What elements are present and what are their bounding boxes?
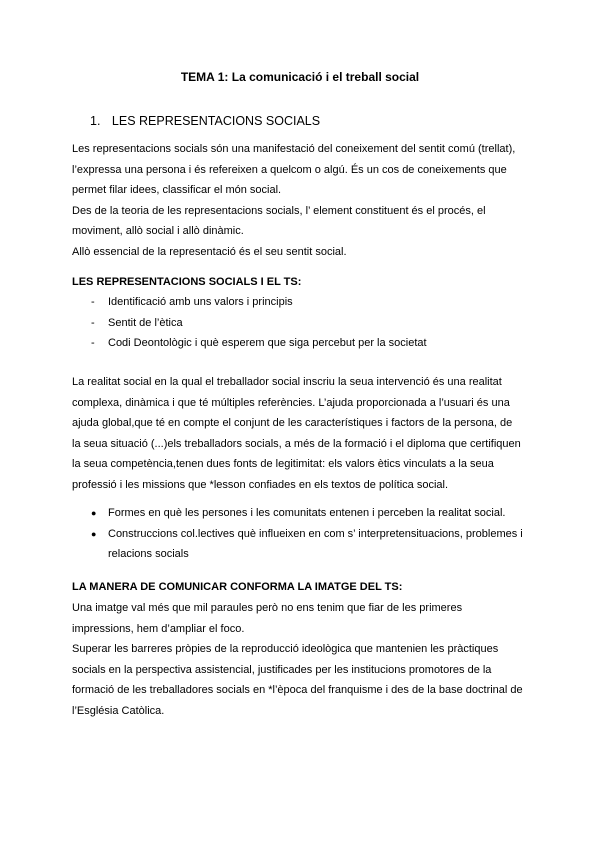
paragraph-intro	[72, 139, 542, 262]
paragraph-reality	[72, 372, 542, 495]
list-item	[91, 524, 523, 545]
paragraph-line: Les representacions socials són una manifestació del coneixement del sentit comú (trellat),	[72, 143, 516, 155]
section-heading-text: LES REPRESENTACIONS SOCIALS	[111, 114, 321, 128]
paragraph-line: la seua situació (...)els treballadors socials, a més de la formació i el diploma que certifiquen	[72, 437, 521, 450]
paragraph-line: la seua competència,tenen dues fonts de legitimitat: els valors ètics vinculats a la seua	[72, 458, 494, 470]
paragraph-line: La realitat social en la qual el treballador social inscriu la seua intervenció és una realitat	[72, 376, 502, 388]
dash-mark: -	[91, 296, 95, 308]
paragraph-line: formació de les treballadores socials en *l’època del franquisme i des de la base doctrinal de	[72, 684, 523, 696]
list-item-text: Identificació amb uns valors i principis	[108, 296, 293, 308]
paragraph-line: ajuda global,que té en compte el conjunt de les característiques i factors de la persona, de	[72, 417, 513, 429]
list-item	[91, 313, 427, 334]
list-item-text: Sentit de l’ètica	[108, 316, 183, 329]
list-item-continuation	[108, 544, 523, 565]
subheading-communication: LA MANERA DE COMUNICAR CONFORMA LA IMATGE DEL TS:	[72, 581, 403, 593]
list-item-text: Formes en què les persones i les comunitats entenen i perceben la realitat social.	[108, 507, 506, 519]
bullet-mark: ●	[91, 508, 97, 518]
paragraph-line: impressions, hem d’ampliar el foco.	[72, 622, 245, 635]
list-item	[91, 333, 427, 354]
paragraph-line: Des de la teoria de les representacions socials, l’ element constituent és el procés, el	[72, 204, 486, 217]
paragraph-line: l’Església Catòlica.	[72, 704, 165, 717]
dash-mark: -	[91, 337, 95, 349]
subheading-ts: LES REPRESENTACIONS SOCIALS I EL TS:	[72, 276, 302, 288]
page-title: TEMA 1: La comunicació i el treball social	[180, 70, 420, 84]
list-item-text: Codi Deontològic i què esperem que siga percebut per la societat	[108, 337, 427, 349]
dash-list	[91, 292, 427, 354]
paragraph-line: moviment, allò social i allò dinàmic.	[72, 225, 244, 237]
paragraph-line: professió i les missions que *lesson confiades en els textos de política social.	[72, 478, 449, 491]
paragraph-line: permet filar idees, classificar el món social.	[72, 184, 282, 196]
bullet-mark: ●	[91, 528, 97, 539]
paragraph-line: Superar les barreres pròpies de la reproducció ideològica que mantenien les pràctiques	[72, 643, 499, 655]
list-item	[91, 292, 427, 313]
paragraph-line: socials en la perspectiva assistencial, justificades per les institucions promotores de la	[72, 663, 492, 676]
dash-mark: -	[91, 316, 95, 329]
paragraph-communication	[72, 598, 542, 721]
list-item-text: relacions socials	[108, 548, 189, 560]
paragraph-line: complexa, dinàmica i que té múltiples referències. L’ajuda proporcionada a l’usuari és una	[72, 396, 510, 409]
paragraph-line: Una imatge val més que mil paraules però no ens tenim que fiar de les primeres	[72, 602, 463, 614]
paragraph-line: l’expressa una persona i és refereixen a quelcom o algú. És un cos de coneixements que	[72, 163, 507, 176]
section-heading	[90, 114, 320, 128]
bullet-list	[91, 503, 523, 565]
list-item-text: Construccions col.lectives què influeixen en com s’ interpretensituacions, problemes i	[108, 527, 523, 540]
paragraph-line: Allò essencial de la representació és el seu sentit social.	[72, 245, 347, 258]
section-number: 1.	[90, 114, 101, 128]
list-item	[91, 503, 523, 524]
